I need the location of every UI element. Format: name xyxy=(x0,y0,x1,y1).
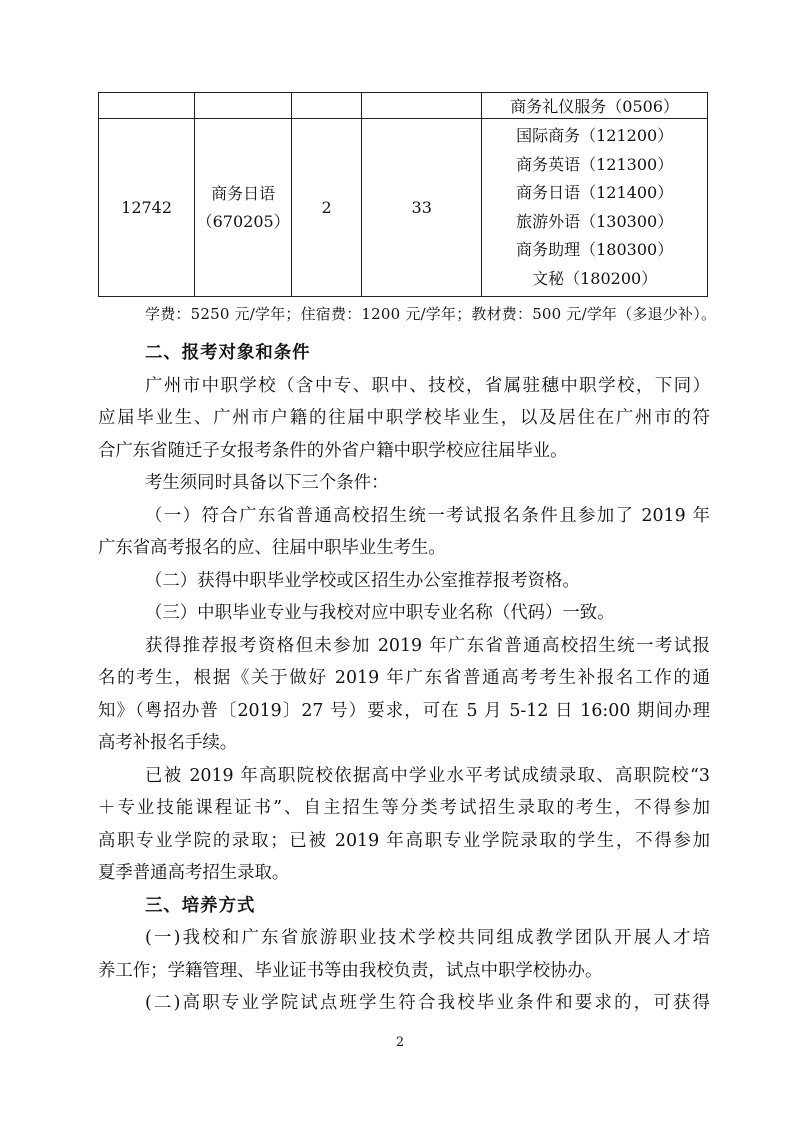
paragraph-line: 已被 2019 年高职院校依据高中学业水平考试成绩录取、高职院校“3 xyxy=(145,765,710,786)
paragraph-line: 知》（粤招办普〔2019〕27 号）要求，可在 5 月 5-12 日 16:00 期间办理 xyxy=(98,700,710,721)
major-item: 国际商务（121200） xyxy=(516,126,674,145)
section-heading: 二、报考对象和条件 xyxy=(145,343,311,363)
section-heading: 三、培养方式 xyxy=(145,895,256,916)
paragraph-line: 高职专业学院的录取；已被 2019 年高职专业学院录取的学生，不得参加 xyxy=(98,830,710,851)
paragraph-line: （一）符合广东省普通高校招生统一考试报名条件且参加了 2019 年 xyxy=(145,505,710,526)
table-cell xyxy=(99,93,195,119)
table-row xyxy=(99,93,708,119)
major-item: 文秘（180200） xyxy=(532,268,658,288)
paragraph-line: 广州市中职学校（含中专、职中、技校，省属驻穗中职学校，下同） xyxy=(145,375,710,396)
paragraph-line: 获得推荐报考资格但未参加 2019 年广东省普通高校招生统一考试报 xyxy=(145,635,710,656)
major-item: 商务礼仪服务（0506） xyxy=(510,97,680,116)
table-cell xyxy=(362,93,482,119)
table-cell xyxy=(292,93,362,119)
table-row xyxy=(99,119,708,297)
prev-row-major-cell xyxy=(482,93,708,119)
program-name-cell xyxy=(195,119,292,297)
paragraph-line: (一)我校和广东省旅游职业技术学校共同组成教学团队开展人才培 xyxy=(145,928,710,948)
program-years-cell: 2 xyxy=(292,119,362,297)
program-name-code: （670205） xyxy=(196,211,290,231)
paragraph-line: 应届毕业生、广州市户籍的往届中职学校毕业生，以及居住在广州市的符 xyxy=(98,408,710,428)
paragraph-line: 养工作；学籍管理、毕业证书等由我校负责，试点中职学校协办。 xyxy=(98,960,603,981)
paragraph-line: 高考补报名手续。 xyxy=(98,733,238,753)
program-name: 商务日语 xyxy=(211,183,276,203)
fees-note: 学费：5250 元/学年；住宿费：1200 元/学年；教材费：500 元/学年（多退少补）。 xyxy=(145,305,717,323)
page-number: 2 xyxy=(395,1035,405,1050)
paragraph-line: 合广东省随迁子女报考条件的外省户籍中职学校应往届毕业。 xyxy=(98,440,568,461)
major-item: 商务日语（121400） xyxy=(516,183,674,202)
matching-majors-cell xyxy=(482,119,708,297)
paragraph-line: ＋专业技能课程证书”、自主招生等分类考试招生录取的考生，不得参加 xyxy=(98,798,710,818)
paragraph-line: (二)高职专业学院试点班学生符合我校毕业条件和要求的，可获得 xyxy=(145,993,710,1013)
majors-table xyxy=(98,92,708,297)
major-item: 商务助理（180300） xyxy=(516,240,674,259)
program-count-cell: 33 xyxy=(362,119,482,297)
paragraph-line: 考生须同时具备以下三个条件： xyxy=(145,473,389,493)
paragraph-line: 广东省高考报名的应、往届中职毕业生考生。 xyxy=(98,538,446,558)
paragraph-line: 夏季普通高考招生录取。 xyxy=(98,863,290,883)
program-code-cell: 12742 xyxy=(99,119,195,297)
paragraph-line: （二）获得中职毕业学校或区招生办公室推荐报考资格。 xyxy=(145,570,580,591)
table-cell xyxy=(195,93,292,119)
paragraph-line: 名的考生，根据《关于做好 2019 年广东省普通高考考生补报名工作的通 xyxy=(98,668,710,688)
major-item: 旅游外语（130300） xyxy=(516,211,674,231)
paragraph-line: （三）中职毕业专业与我校对应中职专业名称（代码）一致。 xyxy=(145,603,615,623)
major-item: 商务英语（121300） xyxy=(516,154,674,174)
document-body xyxy=(98,337,710,1020)
